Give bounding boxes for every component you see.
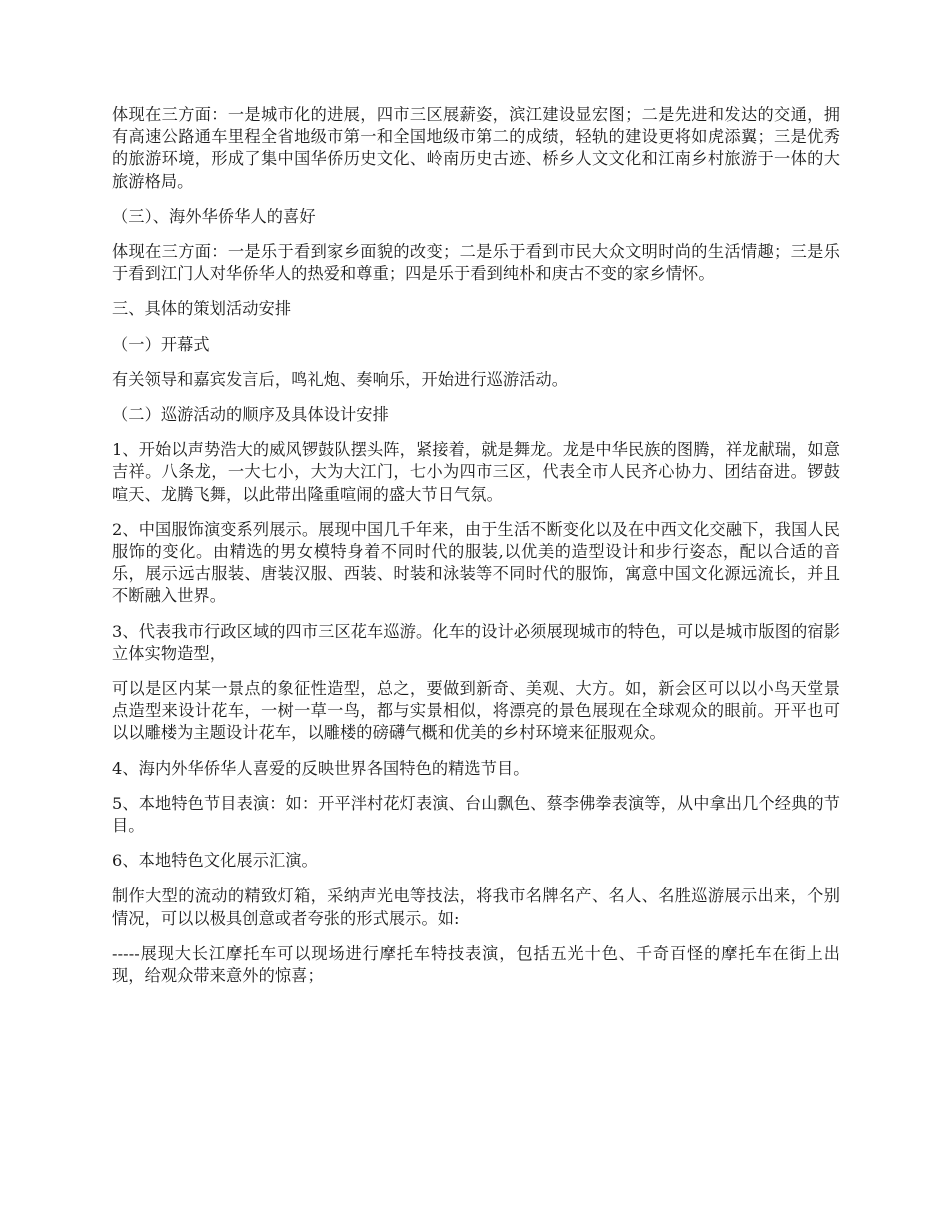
paragraph-item-5-local-shows: 5、本地特色节目表演：如：开平泮村花灯表演、台山飘色、蔡李佛拳表演等，从中拿出几个经典的节目。 — [112, 793, 840, 836]
paragraph-motorcycle-show: -----展现大长江摩托车可以现场进行摩托车特技表演，包括五光十色、千奇百怪的摩托车在街上出现，给观众带来意外的惊喜； — [112, 943, 840, 986]
heading-activity-arrangement: 三、具体的策划活动安排 — [112, 299, 292, 319]
paragraph-item-3-float-parade: 3、代表我市行政区域的四市三区花车巡游。化车的设计必须展现城市的特色，可以是城市版图的宿影立体实物造型， — [112, 621, 840, 663]
paragraph-preferences-detail: 体现在三方面：一是乐于看到家乡面貌的改变；二是乐于看到市民大众文明时尚的生活情趣；三是乐于看到江门人对华侨华人的热爱和尊重；四是乐于看到纯朴和庚古不变的家乡情怀。 — [112, 242, 840, 284]
document-body — [112, 104, 840, 1000]
paragraph-item-6-culture-show: 6、本地特色文化展示汇演。 — [112, 851, 318, 871]
heading-opening-ceremony: （一）开幕式 — [112, 334, 210, 354]
paragraph-item-4-world-programs: 4、海内外华侨华人喜爱的反映世界各国特色的精选节目。 — [112, 758, 530, 778]
heading-overseas-preferences: （三）、海外华侨华人的喜好 — [112, 206, 316, 226]
heading-parade-order: （二）巡游活动的顺序及具体设计安排 — [112, 405, 389, 425]
paragraph-item-2-costume-show: 2、中国服饰演变系列展示。展现中国几千年来，由于生活不断变化以及在中西文化交融下，我国人民服饰的变化。由精选的男女模特身着不同时代的服装,以优美的造型设计和步行姿态，配以合适的音乐，展示远古服装、唐装汉服、西装、时装和泳装等不同时代的服饰，寓意中国文化源远流长，并且不断融入世界。 — [112, 519, 840, 606]
paragraph-city-development: 体现在三方面：一是城市化的进展，四市三区展薪姿，滨江建设显宏图；二是先进和发达的交通，拥有高速公路通车里程全省地级市第一和全国地级市第二的成绩，轻轨的建设更将如虎添翼；三是优秀的旅游环境，形成了集中国华侨历史文化、岭南历史古迹、桥乡人文文化和江南乡村旅游于一体的大旅游格局。 — [112, 105, 840, 191]
paragraph-light-boxes: 制作大型的流动的精致灯箱，采纳声光电等技法，将我市名牌名产、名人、名胜巡游展示出来，个别情况，可以以极具创意或者夸张的形式展示。如: — [112, 886, 840, 928]
paragraph-float-design: 可以是区内某一景点的象征性造型，总之，要做到新奇、美观、大方。如，新会区可以以小鸟天堂景点造型来设计花车，一树一草一鸟，都与实景相似，将漂亮的景色展现在全球观众的眼前。开平也可以以雕楼为主题设计花车，以雕楼的磅礴气概和优美的乡村环境来征服观众。 — [112, 679, 840, 743]
paragraph-item-1-dragon-dance: 1、开始以声势浩大的威风锣鼓队摆头阵，紧接着，就是舞龙。龙是中华民族的图腾，祥龙献瑞，如意吉祥。八条龙，一大七小，大为大江门，七小为四市三区，代表全市人民齐心协力、团结奋进。锣鼓喧天、龙腾飞舞，以此带出隆重喧闹的盛大节日气氛。 — [112, 440, 840, 504]
paragraph-opening-ceremony: 有关领导和嘉宾发言后，鸣礼炮、奏响乐，开始进行巡游活动。 — [112, 369, 569, 389]
